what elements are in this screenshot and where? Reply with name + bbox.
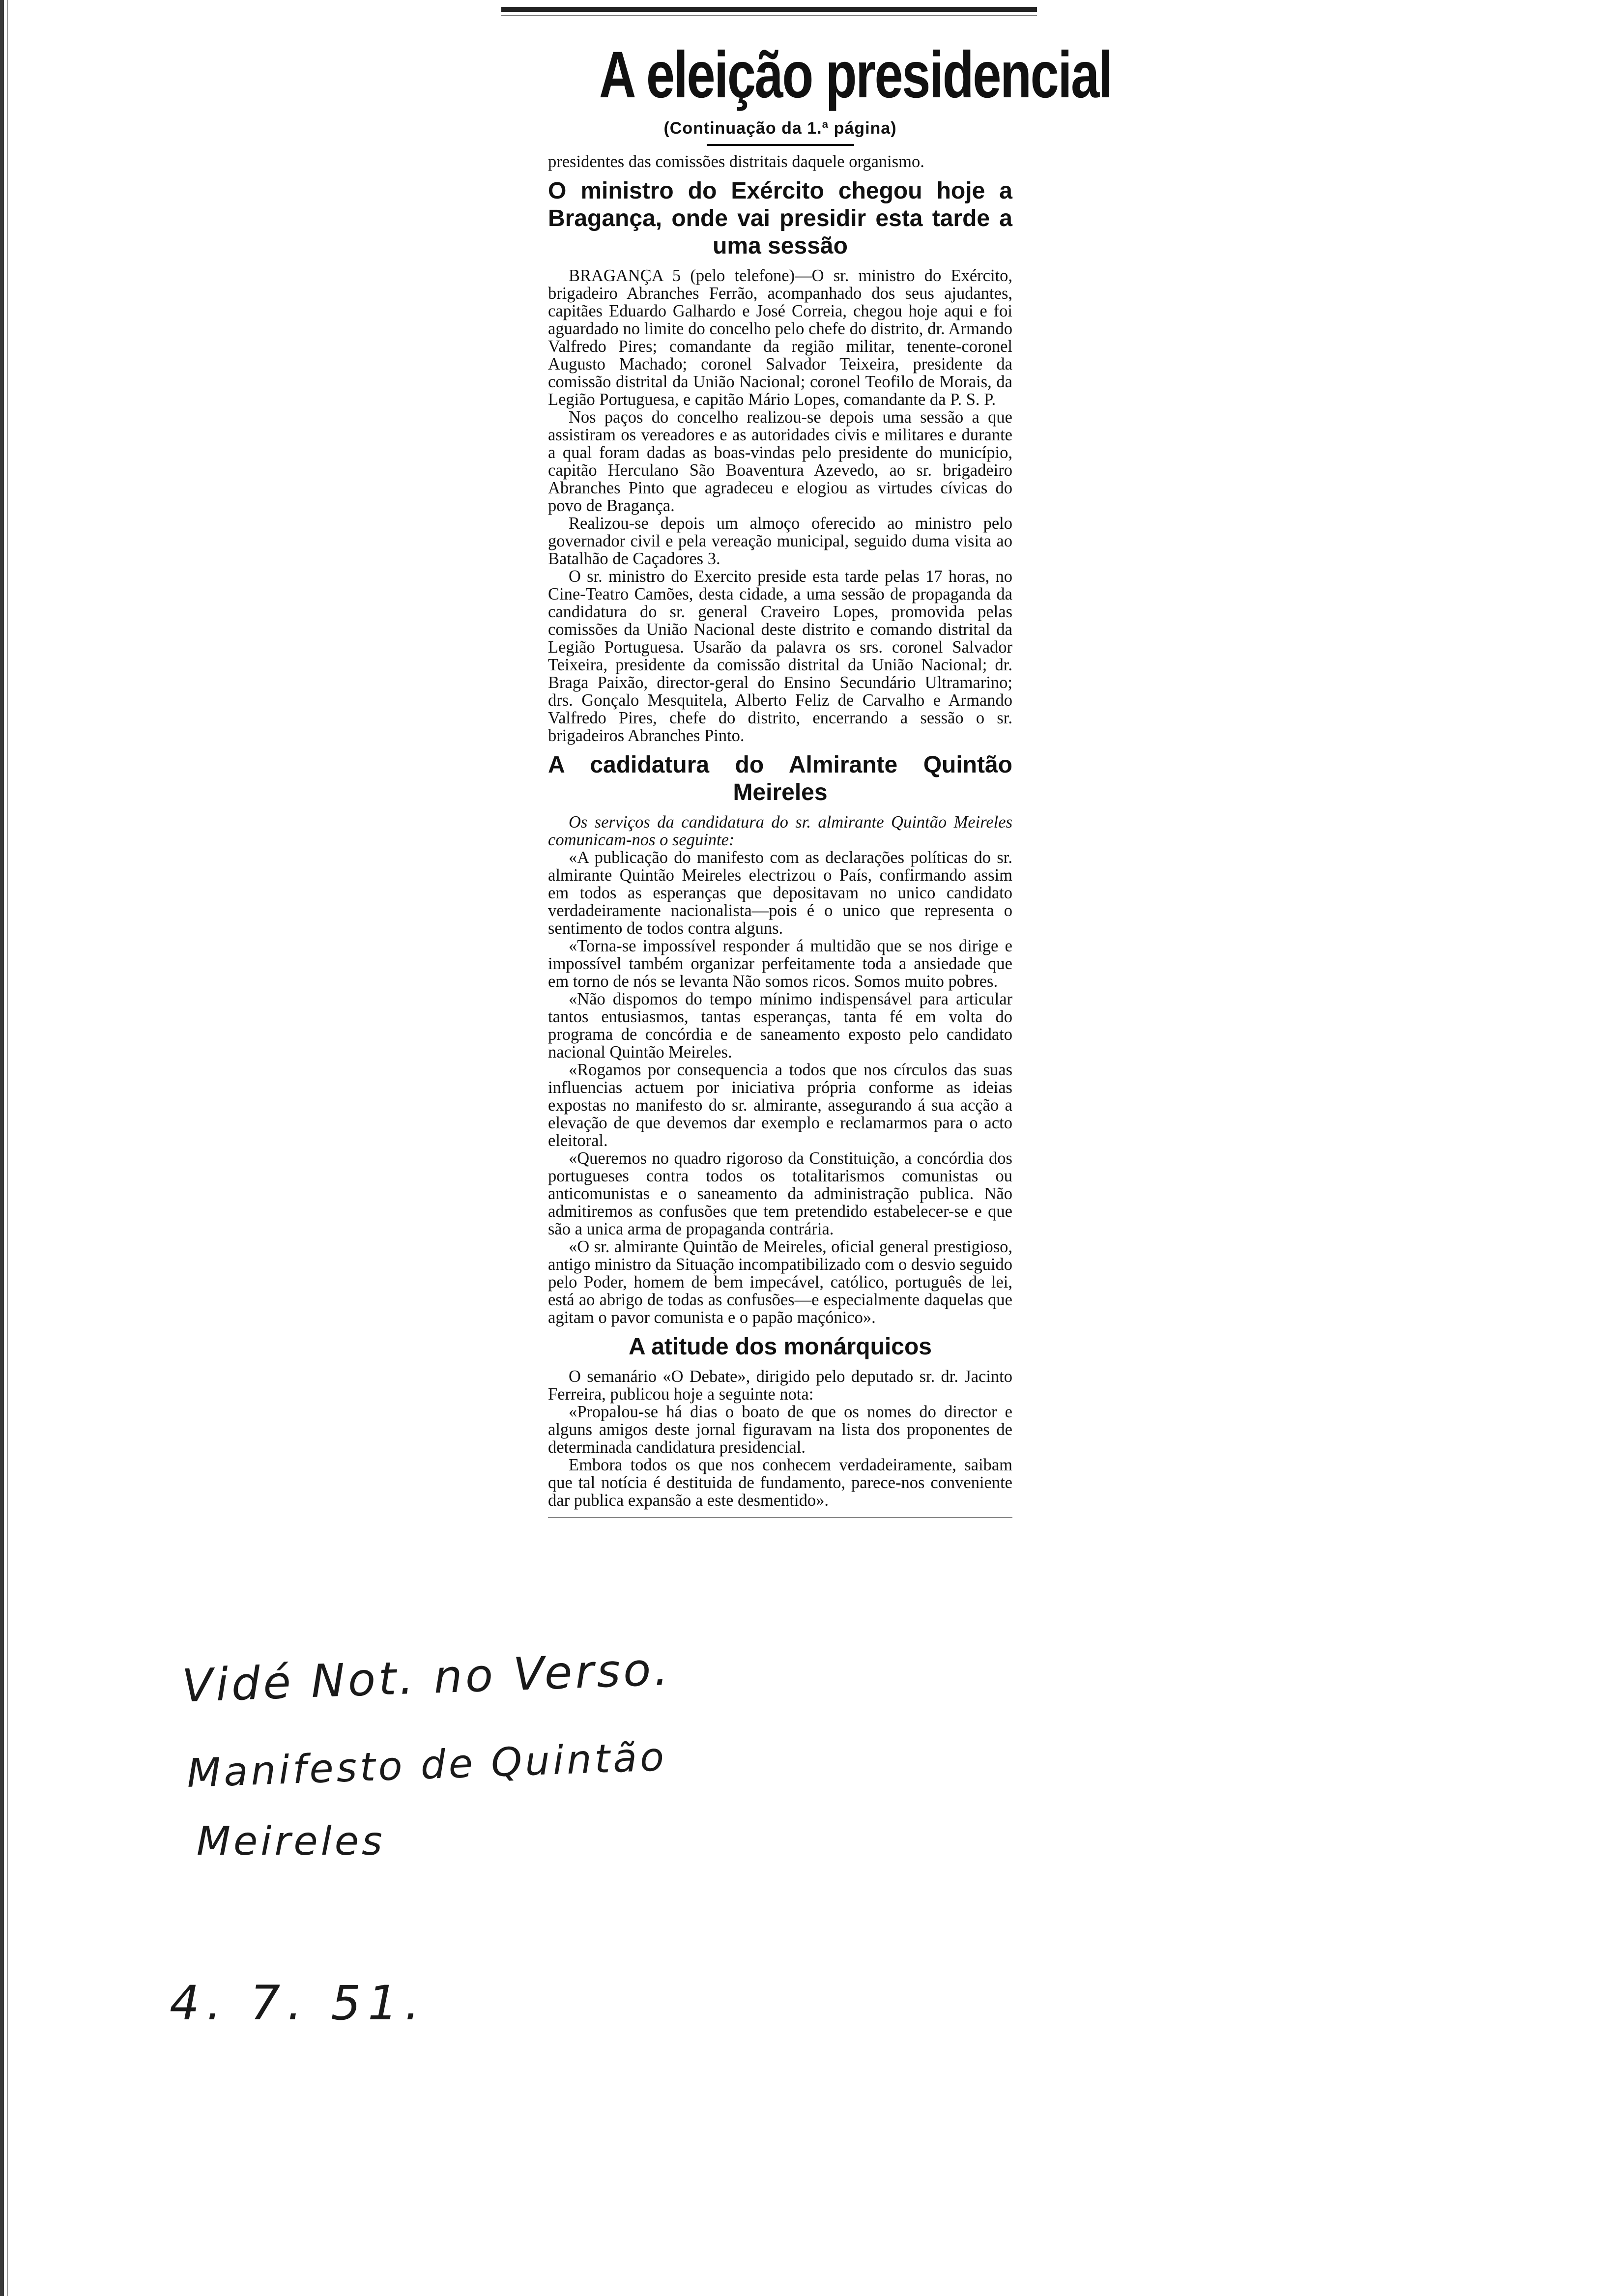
paragraph: O sr. ministro do Exercito preside esta tarde pelas 17 horas, no Cine-Teatro Camões, desta cidade, a uma sessão de propaganda da candidatura do sr. general Craveiro Lopes, promovida pelas comissões da União Nacional deste distrito e comando distrital da Legião Portuguesa. Usarão da palavra os srs. coronel Salvador Teixeira, presidente da comissão distrital da União Nacional; dr. Braga Paixão, director-geral do Ensino Secundário Ultramarino; drs. Gonçalo Mesquitela, Alberto Feliz de Carvalho e Armando Valfredo Pires, chefe do distrito, encerrando a sessão o sr. brigadeiros Abranches Pinto. (548, 567, 1012, 745)
handwritten-note-line2: Manifesto de Quintão (186, 1733, 668, 1797)
bottom-rule (548, 1517, 1012, 1518)
section-heading-ministro: O ministro do Exército chegou hoje a Bragança, onde vai presidir esta tarde a uma sessão (548, 178, 1012, 259)
paragraph: Embora todos os que nos conhecem verdadeiramente, saibam que tal notícia é destituida de fundamento, parece-nos conveniente dar publica expansão a este desmentido». (548, 1456, 1012, 1510)
section-intro: Os serviços da candidatura do sr. almirante Quintão Meireles comunicam-nos o seguinte: (548, 813, 1012, 849)
handwritten-date: 4. 7. 51. (170, 1976, 427, 2031)
paragraph: «Não dispomos do tempo mínimo indispensável para articular tantos entusiasmos, tantas esperanças, tanta fé em volta do programa de concórdia e de saneamento exposto pelo candidato nacional Quintão Meireles. (548, 990, 1012, 1062)
section-heading-candidatura: A cadidatura do Almirante Quintão Meireles (548, 752, 1012, 805)
scan-left-edge (0, 0, 4, 2296)
paragraph: «A publicação do manifesto com as declarações políticas do sr. almirante Quintão Meireles electrizou o País, confirmando assim em todos as esperanças que depositavam no unico candidato verdadeiramente nacionalista—pois é o unico que representa o sentimento de todos contra alguns. (548, 848, 1012, 938)
paragraph: «Torna-se impossível responder á multidão que se nos dirige e impossível também organizar perfeitamente toda a ansiedade que em torno de nós se levanta Não somos ricos. Somos muito pobres. (548, 937, 1012, 991)
newspaper-clipping (548, 38, 1112, 1518)
paragraph: O semanário «O Debate», dirigido pelo deputado sr. dr. Jacinto Ferreira, publicou hoje a seguinte nota: (548, 1367, 1012, 1404)
paragraph: BRAGANÇA 5 (pelo telefone)—O sr. ministro do Exército, brigadeiro Abranches Ferrão, acompanhado dos seus ajudantes, capitães Eduardo Galhardo e José Correia, chegou hoje aqui e foi aguardado no limite do concelho pelo chefe do distrito, dr. Armando Valfredo Pires; comandante da região militar, tenente-coronel Augusto Machado; coronel Salvador Teixeira, presidente da comissão distrital da União Nacional; coronel Teofilo de Morais, da Legião Portuguesa, e capitão Mário Lopes, comandante da P. S. P. (548, 266, 1012, 409)
paragraph: Realizou-se depois um almoço oferecido ao ministro pelo governador civil e pela vereação municipal, seguido duma visita ao Batalhão de Caçadores 3. (548, 514, 1012, 568)
top-rule-thin (501, 15, 1037, 16)
continuation-note: (Continuação da 1.ª página) (663, 119, 897, 138)
scan-left-edge-line (7, 0, 8, 2296)
top-rule (501, 7, 1037, 12)
paragraph: «Queremos no quadro rigoroso da Constituição, a concórdia dos portugueses contra todos os totalitarismos comunistas ou anticomunistas e o saneamento da administração publica. Não admitiremos as confusões que tem pretendido estabelecer-se e que são a unica arma de propaganda contrária. (548, 1149, 1012, 1238)
paragraph: «Propalou-se há dias o boato de que os nomes do director e alguns amigos deste jornal figuravam na lista dos proponentes de determinada candidatura presidencial. (548, 1403, 1012, 1457)
headline: A eleição presidencial (599, 38, 1112, 112)
lead-fragment: presidentes das comissões distritais daquele organismo. (548, 152, 924, 171)
paragraph: Nos paços do concelho realizou-se depois uma sessão a que assistiram os vereadores e as autoridades civis e militares e durante a qual foram dadas as boas-vindas pelo presidente do município, capitão Herculano São Boaventura Azevedo, ao sr. brigadeiro Abranches Pinto que agradeceu e elogiou as virtudes cívicas do povo de Bragança. (548, 408, 1012, 515)
paragraph: «Rogamos por consequencia a todos que nos círculos das suas influencias actuem por iniciativa própria conforme as ideias expostas no manifesto do sr. almirante, assegurando á sua acção a elevação de que devemos dar exemplo e reclamarmos para o acto eleitoral. (548, 1061, 1012, 1150)
handwritten-note-line1: Vidé Not. no Verso. (181, 1642, 672, 1713)
continuation-rule (707, 144, 854, 146)
handwritten-note-line3: Meireles (197, 1818, 385, 1864)
paragraph: «O sr. almirante Quintão de Meireles, oficial general prestigioso, antigo ministro da Situação incompatibilizado com o desvio seguido pelo Poder, homem de bem impecável, católico, português de lei, está ao abrigo de todas as confusões—e especialmente daquelas que agitam o pavor comunista e o papão maçónico». (548, 1237, 1012, 1327)
section-heading-monarquicos: A atitude dos monárquicos (629, 1334, 932, 1360)
